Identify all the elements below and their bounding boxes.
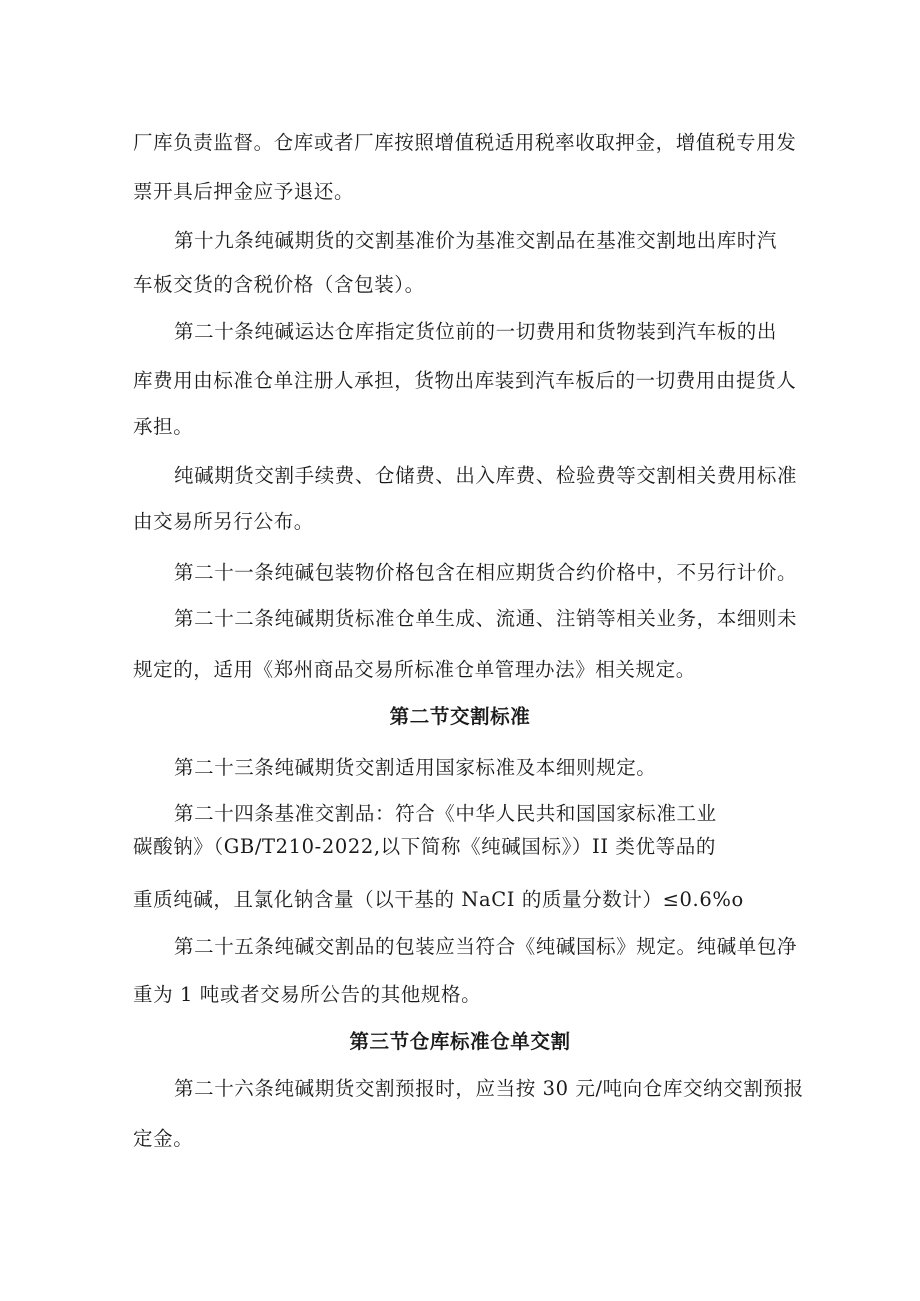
article-23-line: 第二十三条纯碱期货交割适用国家标准及本细则规定。 [174, 756, 657, 779]
article-20-line: 库费用由标准仓单注册人承担，货物出库装到汽车板后的一切费用由提货人 [133, 369, 797, 392]
fees-line: 纯碱期货交割手续费、仓储费、出入库费、检验费等交割相关费用标准 [174, 464, 798, 487]
article-25-line: 第二十五条纯碱交割品的包装应当符合《纯碱国标》规定。纯碱单包净 [174, 935, 798, 958]
paragraph-line: 票开具后押金应予退还。 [133, 180, 355, 203]
article-20-line: 第二十条纯碱运达仓库指定货位前的一切费用和货物装到汽车板的出 [174, 320, 778, 343]
article-25-line: 重为 1 吨或者交易所公告的其他规格。 [133, 983, 482, 1006]
article-24-line: 碳酸钠》（GB/T210-2022,以下简称《纯碱国标》）II 类优等品的 [133, 835, 716, 858]
section-2-heading: 第二节交割标准 [389, 705, 531, 728]
article-24-line: 重质纯碱，且氯化钠含量（以干基的 NaCI 的质量分数计）≤0.6%o [133, 888, 744, 911]
article-22-line: 第二十二条纯碱期货标准仓单生成、流通、注销等相关业务，本细则未 [174, 607, 798, 630]
article-19-line: 车板交货的含税价格（含包装）。 [133, 273, 425, 296]
article-24-line: 第二十四条基准交割品：符合《中华人民共和国国家标准工业 [174, 802, 717, 825]
fees-line: 由交易所另行公布。 [133, 510, 314, 533]
article-22-line: 规定的，适用《郑州商品交易所标准仓单管理办法》相关规定。 [133, 658, 696, 681]
article-20-line: 承担。 [133, 415, 194, 438]
article-19-line: 第十九条纯碱期货的交割基准价为基准交割品在基准交割地出库时汽 [174, 229, 778, 252]
paragraph-line: 厂库负责监督。仓库或者厂库按照增值税适用税率收取押金，增值税专用发 [133, 131, 797, 154]
section-3-heading: 第三节仓库标准仓单交割 [349, 1030, 571, 1053]
article-26-line: 第二十六条纯碱期货交割预报时，应当按 30 元/吨向仓库交纳交割预报 [174, 1077, 804, 1100]
article-21-line: 第二十一条纯碱包装物价格包含在相应期货合约价格中，不另行计价。 [174, 561, 798, 584]
article-26-line: 定金。 [133, 1127, 194, 1150]
